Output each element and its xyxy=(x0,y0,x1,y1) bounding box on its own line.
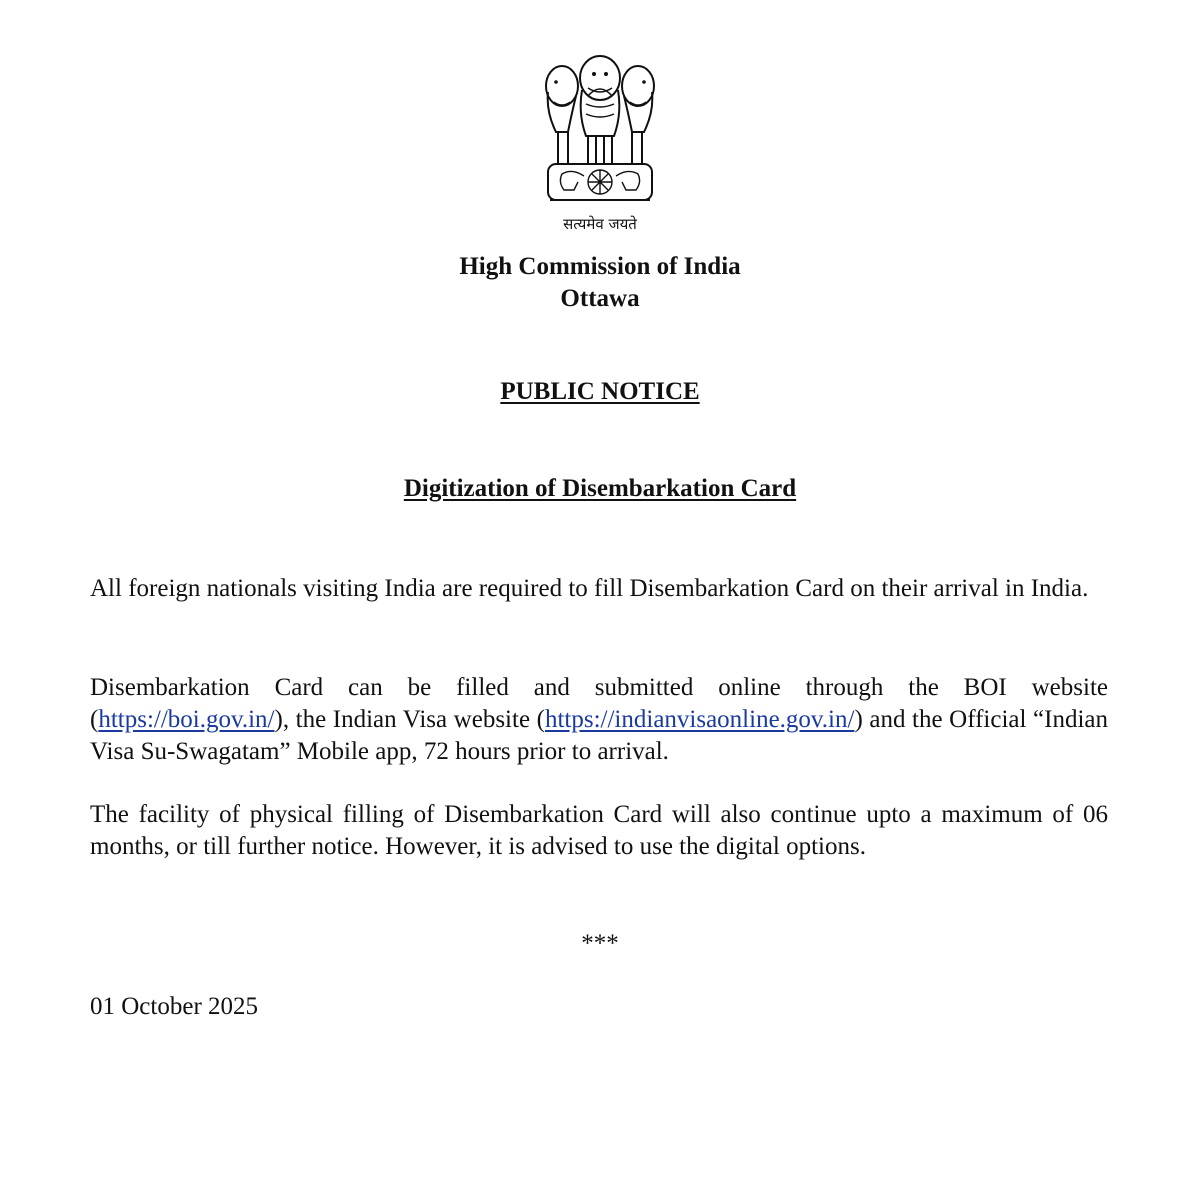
paragraph-text: ), the Indian Visa website ( xyxy=(274,706,545,733)
paragraph-arrival-requirement: All foreign nationals visiting India are required to fill Disembarkation Card on their arrival in India. xyxy=(90,575,1089,602)
notice-title: PUBLIC NOTICE xyxy=(500,378,700,405)
paragraph-text: Disembarkation Card can be filled and submitted online through the BOI website ( xyxy=(90,674,1108,733)
indian-visa-website-link[interactable]: https://indianvisaonline.gov.in/ xyxy=(544,706,855,733)
organization-name: High Commission of India xyxy=(459,253,741,280)
notice-subject: Digitization of Disembarkation Card xyxy=(403,475,797,502)
paragraph-online-submission xyxy=(90,672,1108,768)
organization-city: Ottawa xyxy=(560,285,640,312)
national-emblem-icon xyxy=(538,52,662,212)
boi-website-link[interactable]: https://boi.gov.in/ xyxy=(98,706,275,733)
section-separator: *** xyxy=(581,930,619,957)
paragraph-text: ) and the Official “Indian Visa Su-Swagatam” Mobile app, 72 hours prior to arrival. xyxy=(90,706,1108,765)
emblem-motto: सत्यमेव जयते xyxy=(563,215,637,233)
paragraph-physical-filling: The facility of physical filling of Disembarkation Card will also continue upto a maximum of 06 months, or till further notice. However, it is advised to use the digital options. xyxy=(90,801,1108,860)
notice-date: 01 October 2025 xyxy=(90,993,259,1020)
